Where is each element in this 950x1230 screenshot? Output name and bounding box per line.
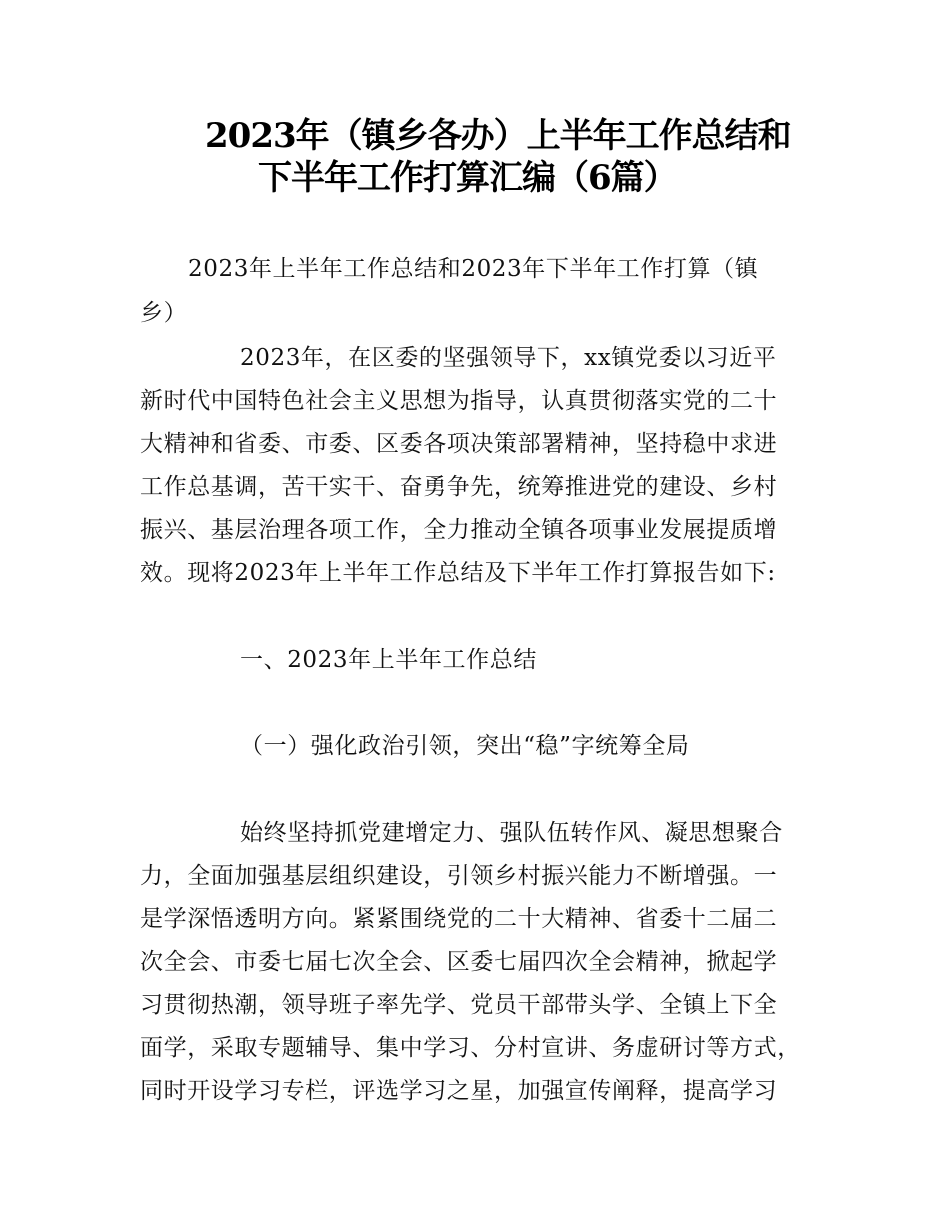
document-title-line-1: 2023年（镇乡各办）上半年工作总结和 — [205, 116, 791, 156]
document-title-line-2: 下半年工作打算汇编（6篇） — [258, 158, 677, 198]
subtitle-line-1: 2023年上半年工作总结和2023年下半年工作打算（镇 — [188, 256, 759, 282]
section-heading: 一、2023年上半年工作总结 — [240, 647, 537, 673]
body-line: 始终坚持抓党建增定力、强队伍转作风、凝思想聚合 — [240, 820, 783, 846]
intro-line: 大精神和省委、市委、区委各项决策部署精神，坚持稳中求进 — [140, 431, 778, 457]
intro-line: 2023年，在区委的坚强领导下，xx镇党委以习近平 — [240, 345, 777, 371]
intro-line: 新时代中国特色社会主义思想为指导，认真贯彻落实党的二十 — [140, 388, 778, 414]
intro-line: 振兴、基层治理各项工作，全力推动全镇各项事业发展提质增 — [140, 517, 778, 543]
subsection-heading: （一）强化政治引领，突出“稳”字统筹全局 — [240, 733, 690, 759]
intro-line: 效。现将2023年上半年工作总结及下半年工作打算报告如下: — [140, 560, 776, 586]
subtitle-line-2: 乡） — [140, 300, 188, 326]
body-line: 习贯彻热潮，领导班子率先学、党员干部带头学、全镇上下全 — [140, 992, 778, 1018]
body-line: 力，全面加强基层组织建设，引领乡村振兴能力不断增强。一 — [140, 863, 778, 889]
body-line: 面学，采取专题辅导、集中学习、分村宣讲、务虚研讨等方式， — [140, 1035, 801, 1061]
body-line: 是学深悟透明方向。紧紧围绕党的二十大精神、省委十二届二 — [140, 906, 778, 932]
body-line: 同时开设学习专栏，评选学习之星，加强宣传阐释，提高学习 — [140, 1078, 778, 1104]
intro-line: 工作总基调，苦干实干、奋勇争先，统筹推进党的建设、乡村 — [140, 474, 778, 500]
body-line: 次全会、市委七届七次全会、区委七届四次全会精神，掀起学 — [140, 949, 778, 975]
